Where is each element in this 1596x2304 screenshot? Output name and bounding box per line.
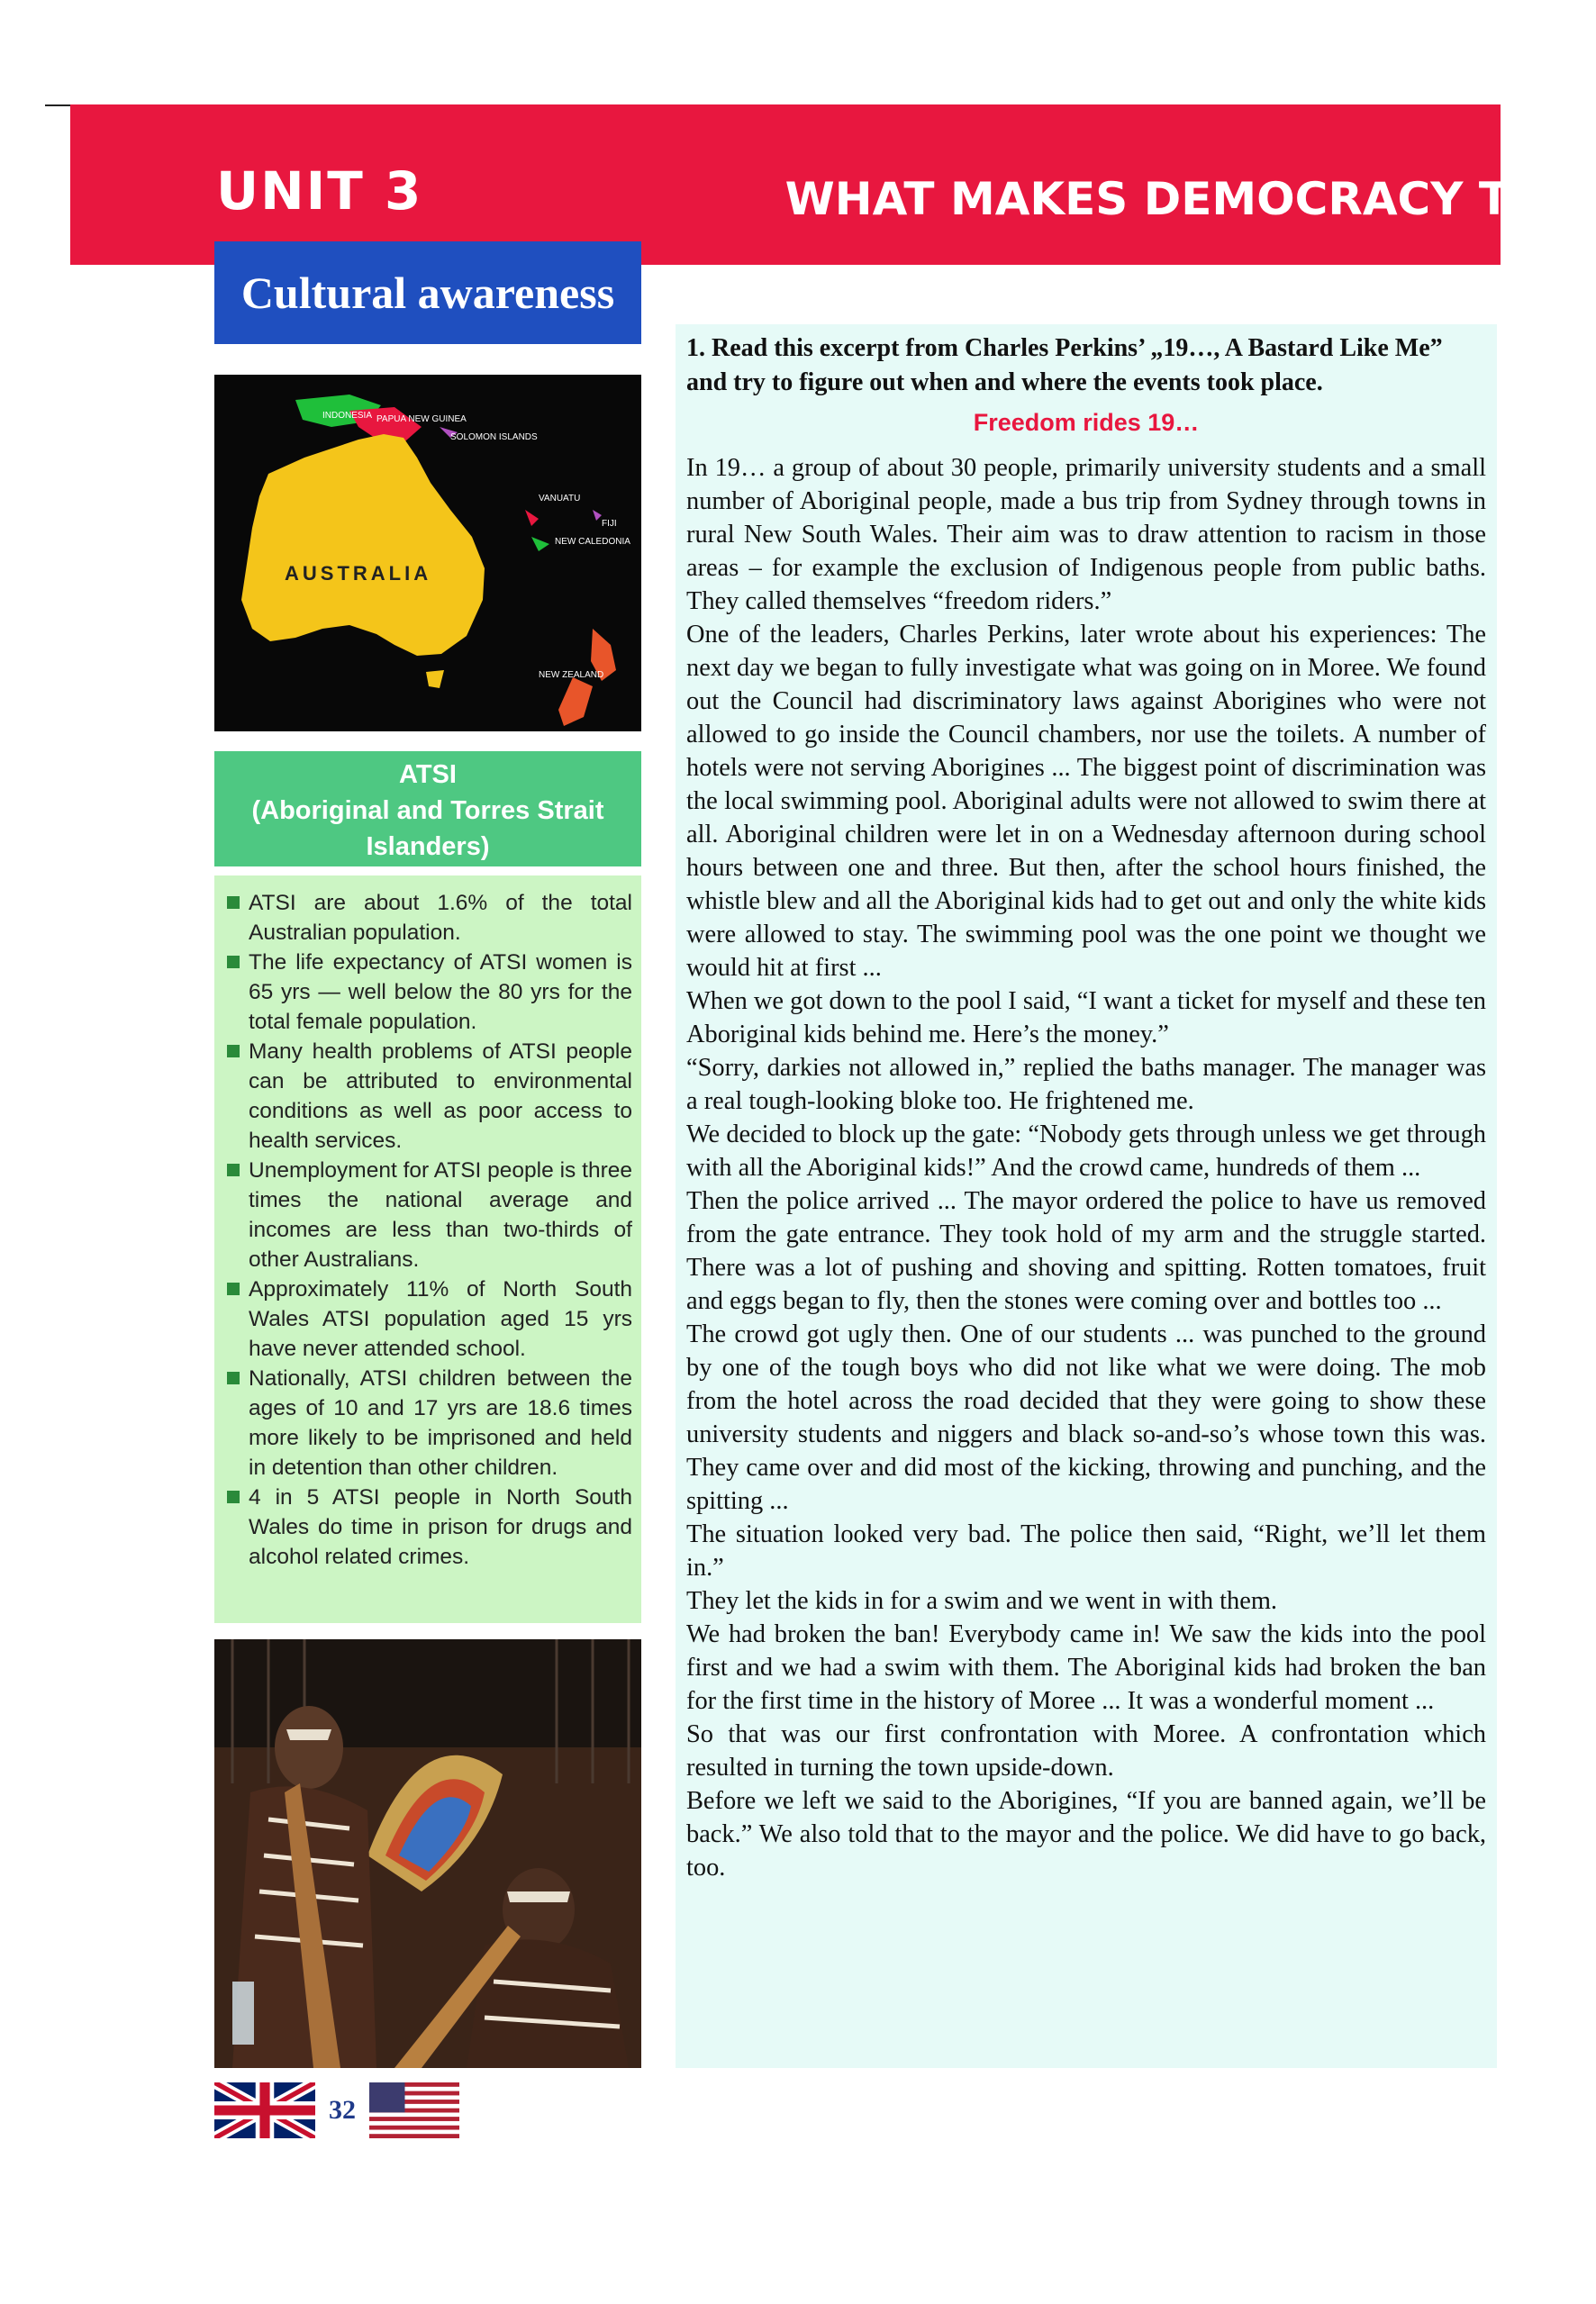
list-item xyxy=(223,888,632,948)
svg-text:INDONESIA: INDONESIA xyxy=(322,411,373,421)
reading-paragraph: They let the kids in for a swim and we went in with them. xyxy=(686,1587,1278,1615)
square-bullet-icon xyxy=(227,896,240,909)
list-item-text: 4 in 5 ATSI people in North South Wales do time in prison for drugs and alcohol related crimes. xyxy=(249,1485,632,1569)
svg-text:NEW CALEDONIA: NEW CALEDONIA xyxy=(555,537,630,547)
square-bullet-icon xyxy=(227,1045,240,1057)
list-item xyxy=(223,1483,632,1572)
atsi-heading-line: ATSI xyxy=(399,760,457,789)
square-bullet-icon xyxy=(227,1372,240,1384)
list-item xyxy=(223,1037,632,1156)
square-bullet-icon xyxy=(227,1491,240,1503)
square-bullet-icon xyxy=(227,956,240,968)
list-item xyxy=(223,1156,632,1274)
list-item-text: ATSI are about 1.6% of the total Australian population. xyxy=(249,891,632,945)
reading-paragraph: In 19… a group of about 30 people, primarily university students and a small number of Aboriginal people, made a bus trip from Sydney through towns in rural New South Wales. Their aim was to draw attention to racism in those areas – for example the exclusion of Indigenous people from public baths. They called themselves “freedom riders.” xyxy=(686,454,1486,615)
reading-title: Freedom rides 19… xyxy=(973,409,1200,436)
reading-paragraph: Before we left we said to the Aborigines, “If you are banned again, we’ll be back.” We also told that to the mayor and the police. We did have to go back, too. xyxy=(686,1787,1486,1882)
svg-text:NEW ZEALAND: NEW ZEALAND xyxy=(539,670,604,680)
list-item-text: Approximately 11% of North South Wales ATSI population aged 15 yrs have never attended school. xyxy=(249,1277,632,1361)
top-rule xyxy=(45,104,72,106)
didgeridoo-players-photo xyxy=(214,1639,641,2068)
svg-text:FIJI: FIJI xyxy=(602,519,617,529)
page-number: 32 xyxy=(329,2095,356,2125)
unit-title: UNIT 3 xyxy=(216,160,423,222)
list-item xyxy=(223,948,632,1037)
svg-text:AUSTRALIA: AUSTRALIA xyxy=(285,562,432,585)
list-item-text: Unemployment for ATSI people is three times the national average and incomes are less than two-thirds of other Australians. xyxy=(249,1158,632,1272)
reading-paragraph: Then the police arrived ... The mayor ordered the police to have us removed from the gate entrance. They took hold of my arm and the struggle started. There was a lot of pushing and shoving and spitting. Rotten tomatoes, fruit and eggs began to fly, then the stones were coming over and bottles too ... xyxy=(686,1187,1486,1315)
atsi-heading xyxy=(214,751,641,866)
list-item-text: The life expectancy of ATSI women is 65 yrs — well below the 80 yrs for the total female population. xyxy=(249,950,632,1034)
unit-subtitle: WHAT MAKES DEMOCRACY TICK xyxy=(784,173,1594,225)
atsi-heading-line: Islanders) xyxy=(366,832,490,861)
reading-paragraph: So that was our first confrontation with Moree. A confrontation which resulted in turning the town upside-down. xyxy=(686,1720,1486,1782)
list-item xyxy=(223,1274,632,1364)
reading-paragraph: One of the leaders, Charles Perkins, later wrote about his experiences: The next day we began to fully investigate what was going on in Moree. We found out the Council had discriminatory laws against Aborigines who were not allowed to go inside the Council chambers, nor use the toilets. A number of hotels were not serving Aborigines ... The biggest point of discrimination was the local swimming pool. Aboriginal adults were not allowed to swim there at all. Aboriginal children were let in on a Wednesday afternoon during school hours between one and three. But then, after the school hours finished, the whistle blew and all the Aboriginal kids had to get out and only the white kids were allowed to stay. The swimming pool was the one point we thought we would hit at first ... xyxy=(686,621,1486,982)
square-bullet-icon xyxy=(227,1283,240,1295)
task-instruction: 1. Read this excerpt from Charles Perkins’ „19…, A Bastard Like Me” and try to figure out when and where the events took place. xyxy=(686,334,1443,396)
atsi-facts-list xyxy=(223,888,632,1572)
reading-paragraph: We had broken the ban! Everybody came in! We saw the kids into the pool first and we had a swim with them. The Aboriginal kids had broken the ban for the first time in the history of Moree ... It was a wonderful moment ... xyxy=(686,1620,1486,1715)
section-title: Cultural awareness xyxy=(214,241,641,344)
svg-text:PAPUA NEW GUINEA: PAPUA NEW GUINEA xyxy=(376,414,467,424)
reading-paragraph: “Sorry, darkies not allowed in,” replied the baths manager. The manager was a real tough-looking bloke too. He frightened me. xyxy=(686,1054,1486,1115)
australia-map xyxy=(214,375,641,731)
reading-panel xyxy=(676,324,1497,2068)
atsi-heading-line: (Aboriginal and Torres Strait xyxy=(251,796,604,825)
uk-flag-icon xyxy=(214,2082,315,2138)
reading-paragraph: We decided to block up the gate: “Nobody gets through unless we get through with all the Aboriginal kids!” And the crowd came, hundreds of them ... xyxy=(686,1120,1486,1182)
reading-paragraph: The crowd got ugly then. One of our students ... was punched to the ground by one of the tough boys who did not like what we were doing. The mob from the hotel across the road decided that they were going to show these university students and niggers and black so-and-so’s whose town this was. They came over and did most of the kicking, throwing and punching, and the spitting ... xyxy=(686,1320,1486,1515)
reading-paragraph: When we got down to the pool I said, “I want a ticket for myself and these ten Aboriginal kids behind me. Here’s the money.” xyxy=(686,987,1486,1048)
list-item-text: Nationally, ATSI children between the ages of 10 and 17 yrs are 18.6 times more likely to be imprisoned and held in detention than other children. xyxy=(249,1366,632,1480)
atsi-facts-box xyxy=(214,875,641,1623)
list-item-text: Many health problems of ATSI people can be attributed to environmental conditions as well as poor access to health services. xyxy=(249,1039,632,1153)
square-bullet-icon xyxy=(227,1164,240,1176)
list-item xyxy=(223,1364,632,1483)
us-flag-icon xyxy=(369,2082,459,2138)
reading-paragraph: The situation looked very bad. The police then said, “Right, we’ll let them in.” xyxy=(686,1520,1486,1582)
svg-text:VANUATU: VANUATU xyxy=(539,494,581,503)
svg-text:SOLOMON ISLANDS: SOLOMON ISLANDS xyxy=(450,432,538,442)
